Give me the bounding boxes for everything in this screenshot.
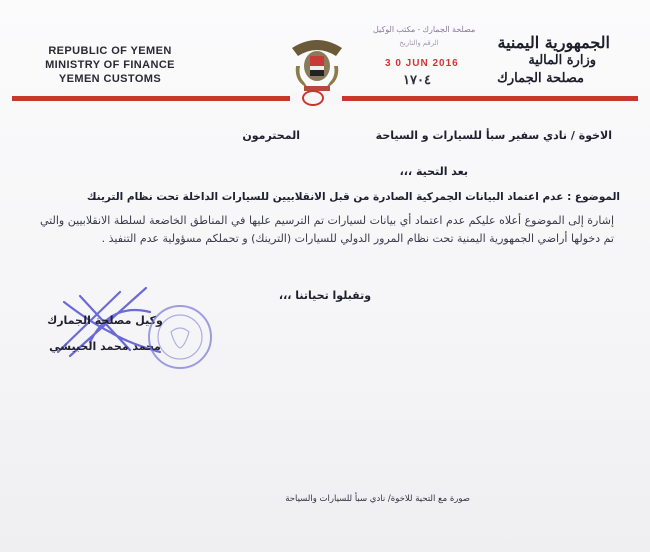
letterhead-english bbox=[10, 44, 210, 86]
copy-to-note: صورة مع التحية للاخوة/ نادي سبأ للسيارات والسياحة bbox=[285, 494, 470, 504]
header-divider-ornament bbox=[302, 90, 324, 106]
letterhead-arabic-line: وزارة المالية bbox=[528, 53, 596, 68]
stamp-header: مصلحة الجمارك - مكتب الوكيل bbox=[373, 25, 476, 34]
letterhead-arabic-line: مصلحة الجمارك bbox=[497, 71, 584, 86]
yemen-emblem-icon bbox=[286, 36, 348, 94]
salutation-suffix: المحترمون bbox=[242, 129, 300, 142]
closing: وتقبلوا تحياتنا ،،، bbox=[278, 289, 372, 302]
subject-line: الموضوع : عدم اعتماد البيانات الجمركية الصادرة من قبل الانقلابيين للسيارات الداخلة تحت نظام الترينك bbox=[86, 191, 620, 203]
signer-title: وكيل مصلحة الجمارك bbox=[47, 314, 163, 327]
letterhead-arabic-line: الجمهورية اليمنية bbox=[497, 33, 610, 52]
greeting: بعد التحية ،،، bbox=[399, 165, 468, 178]
stamp-date: 3 0 JUN 2016 bbox=[385, 58, 459, 69]
letterhead-english-line: REPUBLIC OF YEMEN bbox=[48, 45, 172, 57]
official-seal-icon bbox=[145, 302, 215, 372]
stamp-number: ١٧٠٤ bbox=[403, 72, 431, 87]
letter-body: إشارة إلى الموضوع أعلاه عليكم عدم اعتماد أي بيانات لسيارات تم الترسيم عليها في المناطق الخاضعة لسلطة الانقلابيين والتي تم دخولها أراضي الجمهورية اليمنية تحت نظام المرور الدولي للسيارات (الترينك) و تحملكم مسؤولية عدم التنفيذ . bbox=[40, 214, 614, 245]
letterhead-english-line: MINISTRY OF FINANCE bbox=[45, 59, 175, 71]
addressee: الاخوة / نادي سفير سبأ للسيارات و السياحة bbox=[375, 129, 612, 142]
letterhead-english-line: YEMEN CUSTOMS bbox=[58, 73, 162, 85]
signer-name: محمد محمد الحبيشي bbox=[49, 340, 161, 353]
letterhead-arabic bbox=[450, 34, 610, 94]
stamp-subheader: الرقم والتاريخ bbox=[399, 40, 439, 47]
